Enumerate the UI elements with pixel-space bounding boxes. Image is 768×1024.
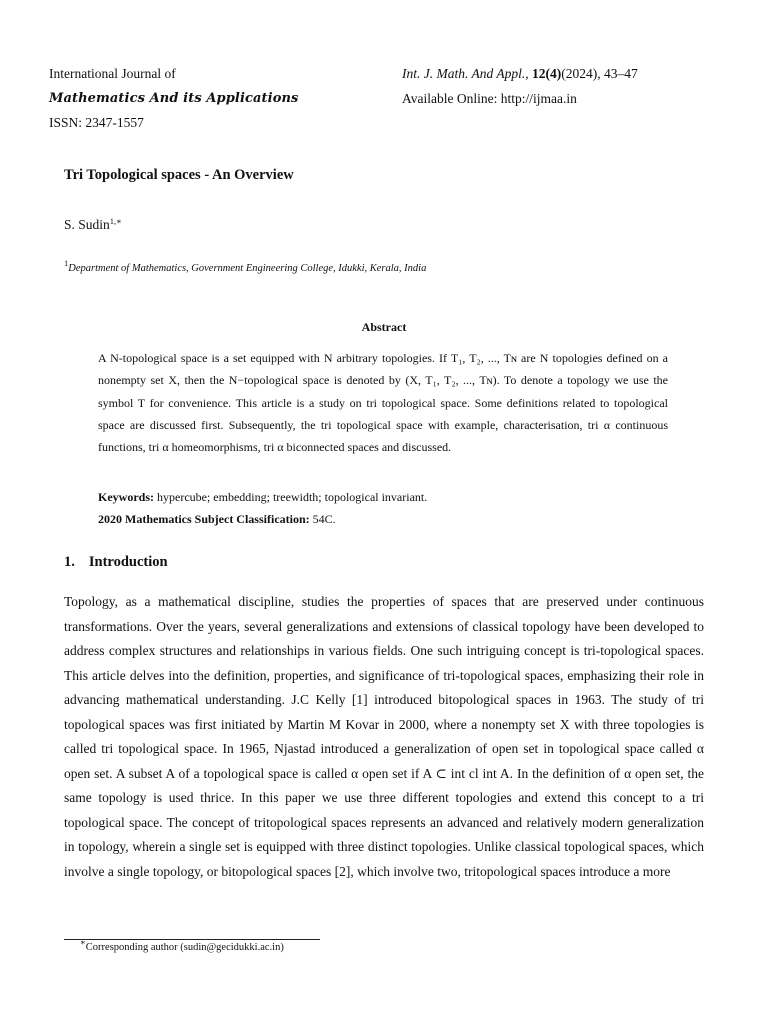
author-marks: 1,∗ xyxy=(109,216,122,226)
author-name: S. Sudin xyxy=(64,217,110,232)
msc-label: 2020 Mathematics Subject Classification: xyxy=(98,512,310,527)
msc-text: 54C. xyxy=(312,512,336,527)
introduction-text: Topology, as a mathematical discipline, studies the properties of spaces that are preserved under continuous transformations. Over the years, several generalizations and extensions of classical topology have been developed to address complex structures and relationships in various fields. One such intriguing concept is tri-topological spaces. This article delves into the definition, properties, and significance of tri-topological spaces, emphasizing their role in advancing mathematical understanding. J.C Kelly [1] introduced bitopological spaces in 1963. The study of tri topological spaces was first initiated by Martin M Kovar in 2000, where a nonempty set X with three topologies is called tri topological space. In 1965, Njastad introduced a generalization of open set in topological space called α open set. A subset A of a topological space is called α open set if A ⊂ int cl int A. In the definition of α open set, the same topology is used thrice. In this paper we use three different topologies and extend this concept to a tri topological space. The concept of tritopological spaces represents an advanced and relatively modern generalization in topology, wherein a single set is equipped with three distinct topologies. Unlike classical topological spaces, which involve a single topology, or bitopological spaces [2], which involve two, tritopological spaces introduce a more xyxy=(64,594,704,880)
citation xyxy=(402,62,742,87)
issn: ISSN: 2347-1557 xyxy=(49,115,144,130)
affiliation-text: Department of Mathematics, Government Engineering College, Idukki, Kerala, India xyxy=(68,263,427,274)
author xyxy=(64,217,122,233)
citation-volume: 12(4) xyxy=(532,66,562,81)
introduction-body xyxy=(64,590,704,885)
abstract-text: A N-topological space is a set equipped with N arbitrary topologies. If T₁, T₂, ..., Tɴ are N topologies defined on a nonempty set X, then the N−topological space is denoted by (X, T₁, T₂, ..., Tɴ). To denote a topology we use the symbol T for convenience. This article is a study on tri topological space. Some definitions related to topological space are discussed first. Subsequently, the tri topological space with example, characterisation, tri α continuous functions, tri α homeomorphisms, tri α biconnected spaces and discussed. xyxy=(98,351,668,455)
citation-abbrev: Int. J. Math. And Appl. xyxy=(402,66,526,81)
footnote-text: Corresponding author (sudin@gecidukki.ac.in) xyxy=(85,942,284,953)
affiliation-mark: 1 xyxy=(64,258,69,268)
keywords-label: Keywords: xyxy=(98,490,154,504)
paper-title: Tri Topological spaces - An Overview xyxy=(64,167,294,183)
footnote xyxy=(80,937,284,953)
journal-header xyxy=(49,62,379,136)
journal-name: Mathematics And its Applications xyxy=(49,90,299,106)
keywords-text: hypercube; embedding; treewidth; topological invariant. xyxy=(157,490,428,504)
section-number: 1. xyxy=(64,554,75,570)
available-online: Available Online: http://ijmaa.in xyxy=(402,90,577,106)
abstract-heading: Abstract xyxy=(361,320,407,334)
citation-comma: , xyxy=(525,66,529,81)
affiliation xyxy=(64,258,427,274)
msc-line xyxy=(98,508,668,530)
footnote-mark: ∗ xyxy=(80,937,86,947)
keywords-line xyxy=(98,486,668,508)
journal-prefix: International Journal of xyxy=(49,66,176,81)
section-title: Introduction xyxy=(88,554,168,570)
citation-header xyxy=(402,62,742,111)
abstract-body xyxy=(98,347,668,458)
keywords-block xyxy=(98,486,668,531)
footnote-rule xyxy=(64,939,320,940)
citation-rest: (2024), 43–47 xyxy=(561,66,638,81)
section-heading xyxy=(64,554,168,571)
